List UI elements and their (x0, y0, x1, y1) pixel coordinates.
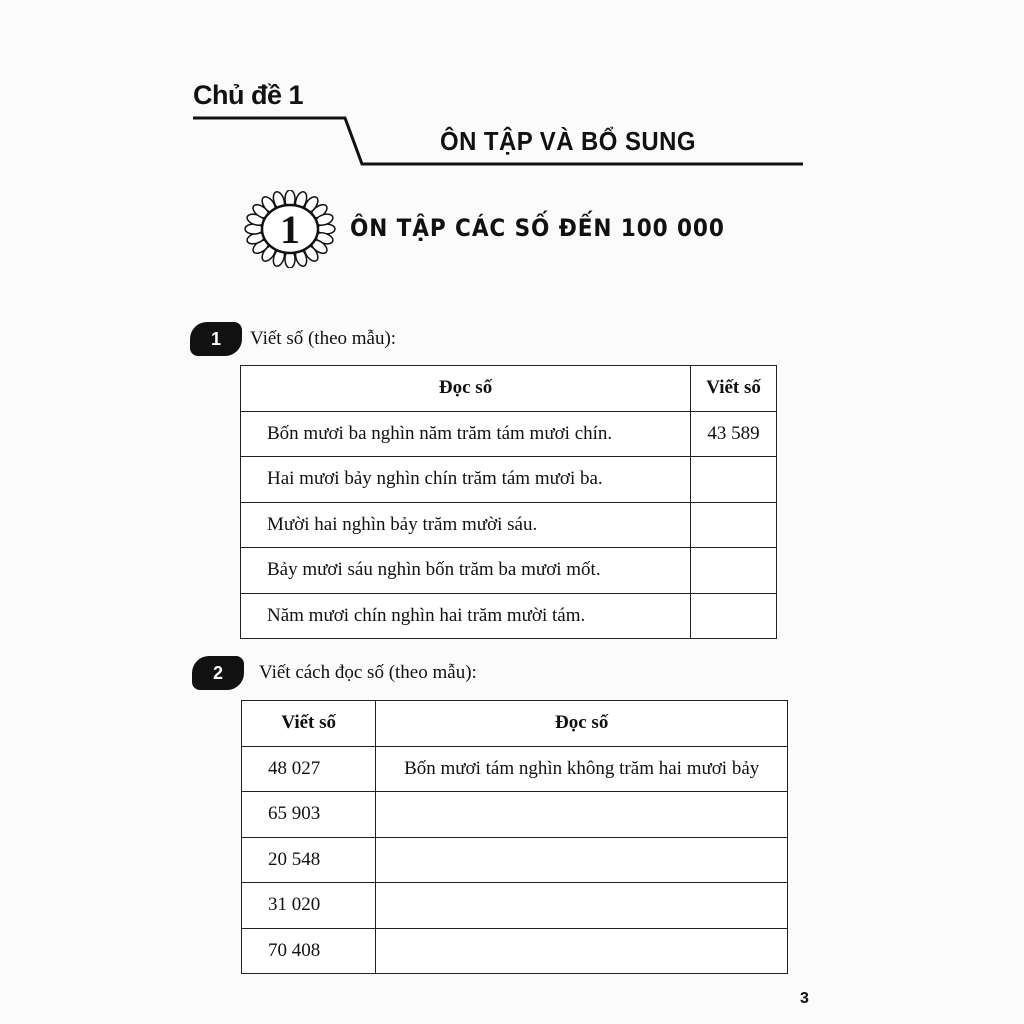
column-header-write: Viết số (242, 701, 376, 747)
column-header-read: Đọc số (376, 701, 788, 747)
column-header-write: Viết số (691, 366, 777, 412)
table-row (241, 502, 777, 548)
table-row (242, 928, 788, 974)
answer-cell[interactable] (691, 593, 777, 639)
table-row (241, 593, 777, 639)
chapter-title: ÔN TẬP VÀ BỔ SUNG (440, 126, 696, 156)
table-header-row (241, 366, 777, 412)
lesson-title: ÔN TẬP CÁC SỐ ĐẾN 100 000 (350, 214, 725, 242)
write-cell: 43 589 (691, 411, 777, 457)
header-rule (0, 0, 1024, 200)
table-header-row (242, 701, 788, 747)
read-cell: Năm mươi chín nghìn hai trăm mười tám. (241, 593, 691, 639)
exercise-2-badge: 2 (192, 656, 244, 690)
table-row (241, 457, 777, 503)
number-cell: 20 548 (242, 837, 376, 883)
answer-cell[interactable] (691, 548, 777, 594)
answer-cell[interactable] (691, 457, 777, 503)
table-row (242, 883, 788, 929)
read-cell: Bốn mươi ba nghìn năm trăm tám mươi chín. (241, 411, 691, 457)
exercise-2-instruction: Viết cách đọc số (theo mẫu): (259, 662, 477, 683)
table-row (242, 746, 788, 792)
exercise-1-badge: 1 (190, 322, 242, 356)
answer-cell[interactable] (376, 837, 788, 883)
answer-cell[interactable] (376, 792, 788, 838)
number-cell: 48 027 (242, 746, 376, 792)
lesson-number: 1 (280, 206, 300, 252)
exercise-1-table (240, 365, 777, 639)
exercise-1-instruction: Viết số (theo mẫu): (250, 328, 397, 349)
page-number: 3 (800, 990, 809, 1007)
number-cell: 31 020 (242, 883, 376, 929)
topic-label: Chủ đề 1 (193, 80, 304, 110)
answer-cell[interactable] (376, 883, 788, 929)
read-cell: Bốn mươi tám nghìn không trăm hai mươi bảy (376, 746, 788, 792)
table-row (241, 548, 777, 594)
answer-cell[interactable] (376, 928, 788, 974)
read-cell: Hai mươi bảy nghìn chín trăm tám mươi ba. (241, 457, 691, 503)
answer-cell[interactable] (691, 502, 777, 548)
column-header-read: Đọc số (241, 366, 691, 412)
table-row (242, 792, 788, 838)
number-cell: 65 903 (242, 792, 376, 838)
exercise-2-table (241, 700, 788, 974)
read-cell: Bảy mươi sáu nghìn bốn trăm ba mươi mốt. (241, 548, 691, 594)
table-row (241, 411, 777, 457)
read-cell: Mười hai nghìn bảy trăm mười sáu. (241, 502, 691, 548)
table-row (242, 837, 788, 883)
number-cell: 70 408 (242, 928, 376, 974)
